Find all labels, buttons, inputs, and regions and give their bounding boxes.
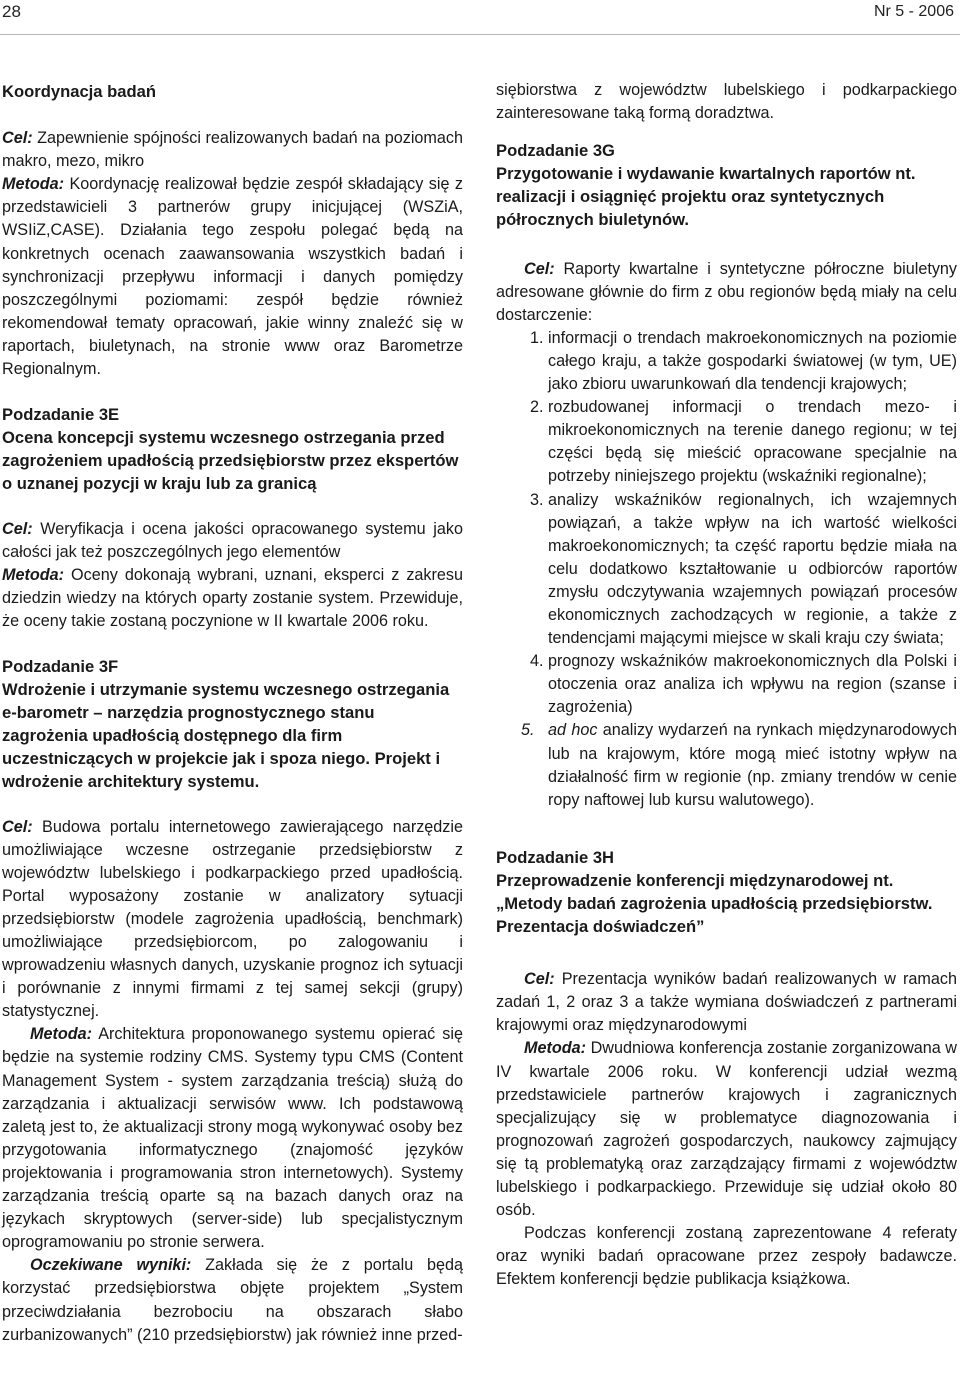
task3f-wyniki-paragraph	[2, 1254, 463, 1346]
task3e-title: Ocena koncepcji systemu wczesnego ostrzegania przed zagrożeniem upadłością przedsiębiorstw przez ekspertów o uznanej pozycji w kraju lub za granicą	[2, 428, 459, 494]
task3e-metoda-label: Metoda:	[2, 565, 65, 584]
metoda-text: Koordynację realizował będzie zespół składający się z przedstawicieli 3 partnerów grupy inicjującej (WSZiA, WSIiZ,CASE). Działania tego zespołu polegać będą na konkretnych ocenach zaawansowania wszystkich badań i synchronizacji przepływu informacji i danych pomiędzy poszczególnymi poziomami: zespół będzie również rekomendował tematy opracowań, jakie winny znaleźć się w raportach, biuletynach, na stronie www oraz Barometrze Regionalnym.	[2, 175, 463, 379]
task3h-metoda-text: Dwudniowa konferencja zostanie zorganizowana w IV kwartale 2006 roku. W konferencji udział wezmą przedstawiciele partnerów krajowych i zagranicznych specjalizujący się w problematyce diagnozowania i prognozowań zagrożeń gospodarczych, naukowcy zajmujący się tą problematyką oraz zarządzający firmami z województw lubelskiego i podkarpackiego. Przewiduje się udział około 80 osób.	[496, 1039, 957, 1220]
task3f-cel-paragraph	[2, 816, 463, 1024]
task3e-cel-text: Weryfikacja i ocena jakości opracowanego systemu jako całości jak też poszczególnych jego elementów	[2, 519, 463, 561]
continuation-paragraph: siębiorstwa z województw lubelskiego i podkarpackiego zainteresowane taką formą doradztwa.	[496, 81, 957, 123]
task3f-label: Podzadanie 3F	[2, 656, 119, 676]
cel-label: Cel:	[2, 129, 33, 148]
task3f-metoda-text: Architektura proponowanego systemu opierać się będzie na systemie rodziny CMS. Systemy typu CMS (Content Management System - system zarządzania treścią) służą do zarządzania i aktualizacji serwisów www. Ich podstawową zaletą jest to, że aktualizacji strony mogą wykonywać osoby bez przygotowania informatycznego (znajomość języków projektowania i programowania stron internetowych). Systemy zarządzania treścią oparte są na bazach danych oraz na językach skryptowych (server-side) lub specjalistycznym oprogramowaniu po stronie serwera.	[2, 1025, 463, 1252]
task3h-title: Przeprowadzenie konferencji międzynarodowej nt. „Metody badań zagrożenia upadłością przedsiębiorstw. Prezentacja doświadczeń”	[496, 870, 933, 937]
issue-label: Nr 5 - 2006	[873, 3, 954, 20]
list-item: 2. rozbudowanej informacji o trendach mezo- i mikroekonomicznych na terenie danego regionu; w tej części będą się mieścić opracowane specjalnie na potrzeby niniejszego projektu (wskaźniki regionalne);	[548, 396, 957, 488]
task3h-metoda-paragraph	[496, 1037, 957, 1222]
right-column	[496, 79, 957, 1292]
task3f-cel-label: Cel:	[2, 817, 33, 836]
list-item-italic: ad hoc	[548, 721, 598, 740]
task3e-label: Podzadanie 3E	[2, 405, 120, 425]
list-item: 3. analizy wskaźników regionalnych, ich wzajemnych powiązań, a także wpływ na ich wartość wielkości makroekonomicznych; ta część raportu będzie miała na celu dodatkowo kształtowanie u odbiorców raportów zmysłu odczytywania wzajemnych powiązań procesów ekonomicznych zachodzących w regionie, a także z tendencjami mającymi miejsce w skali kraju czy świata;	[548, 489, 957, 651]
task3e-cel-label: Cel:	[2, 519, 33, 538]
metoda-label: Metoda:	[2, 175, 65, 194]
list-item: 1. informacji o trendach makroekonomicznych na poziomie całego kraju, a także gospodarki światowej (w tym, UE) jako zbioru uwarunkowań dla tendencji krajowych;	[548, 327, 957, 396]
task3g-cel-label: Cel:	[524, 259, 555, 278]
task3g-label: Podzadanie 3G	[496, 141, 615, 161]
left-column	[2, 70, 463, 1347]
cel-text: Zapewnienie spójności realizowanych badań na poziomach makro, mezo, mikro	[2, 129, 463, 171]
list-item	[548, 719, 957, 811]
task3f-wyniki-text: Zakłada się że z portalu będą korzystać przedsiębiorstwa objęte projektem „System przeciwdziałania bezrobociu na obszarach słabo zurbanizowanych” (210 przedsiębiorstw) jak również inne przed-	[2, 1256, 463, 1344]
list-item-text: analizy wydarzeń na rynkach międzynarodowych lub na krajowym, które mogą mieć istotny wpływ na działalność firm w regionie (np. zmiany trendów w cenie ropy naftowej lub kursu walutowego).	[548, 721, 957, 809]
task3e-metoda-text: Oceny dokonają wybrani, uznani, eksperci z zakresu dziedzin wiedzy na których oparty zostanie system. Przewiduje, że oceny takie zostaną poczynione w II kwartale 2006 roku.	[2, 565, 464, 630]
task3h-cel-text: Prezentacja wyników badań realizowanych w ramach zadań 1, 2 oraz 3 a także wymiana doświadczeń z partnerami krajowymi oraz międzynarodowymi	[496, 970, 958, 1035]
task3h-cel-label: Cel:	[524, 970, 555, 989]
task3h-conference-paragraph: Podczas konferencji zostaną zaprezentowane 4 referaty oraz wyniki badań opracowane przez zespoły badawcze. Efektem konferencji będzie publikacja książkowa.	[496, 1224, 957, 1289]
list-item: 4. prognozy wskaźników makroekonomicznych dla Polski i otoczenia oraz analiza ich wpływu na region (szanse i zagrożenia)	[548, 650, 957, 719]
section-title: Koordynacja badań	[2, 82, 156, 101]
task3g-cel-paragraph	[496, 258, 957, 327]
task3g-title: Przygotowanie i wydawanie kwartalnych raportów nt. realizacji i osiągnięć projektu oraz syntetycznych półrocznych biuletynów.	[496, 164, 916, 230]
report-content-list	[496, 327, 957, 812]
task3f-cel-text: Budowa portalu internetowego zawierającego narzędzie umożliwiające wczesne ostrzeganie przedsiębiorstw z województw lubelskiego i podkarpackiego przed upadłością. Portal wyposażony zostanie w analizatory sytuacji przedsiębiorstw (modele zagrożenia upadłością, benchmark) umożliwiające przedsiębiorcom, po zalogowaniu i wprowadzeniu własnych danych, uzyskanie prognoz ich sytuacji i porównanie z innymi firmami z tej samej sekcji (grupy) statystycznej.	[2, 817, 463, 1021]
task3f-metoda-label: Metoda:	[30, 1025, 93, 1044]
task3e-metoda-paragraph	[2, 564, 463, 633]
task3f-title: Wdrożenie i utrzymanie systemu wczesnego ostrzegania e-barometr – narzędzia prognostycznego stanu zagrożenia upadłością dostępnego dla firm uczestniczących w projekcie jak i spoza niego. Projekt i wdrożenie architektury systemu.	[2, 680, 450, 792]
page-number: 28	[2, 2, 21, 21]
coord-cel-paragraph	[2, 127, 463, 173]
task3h-label: Podzadanie 3H	[496, 847, 615, 867]
task3f-metoda-paragraph	[2, 1023, 463, 1254]
task3g-cel-text: Raporty kwartalne i syntetyczne półroczne biuletyny adresowane głównie do firm z obu regionów będą miały na celu dostarczenie:	[496, 259, 958, 324]
task3h-metoda-label: Metoda:	[524, 1039, 587, 1058]
task3f-wyniki-label: Oczekiwane wyniki:	[30, 1256, 192, 1275]
coord-metoda-paragraph	[2, 173, 463, 381]
page-header	[0, 0, 960, 35]
task3h-cel-paragraph	[496, 968, 957, 1037]
task3e-cel-paragraph	[2, 518, 463, 564]
